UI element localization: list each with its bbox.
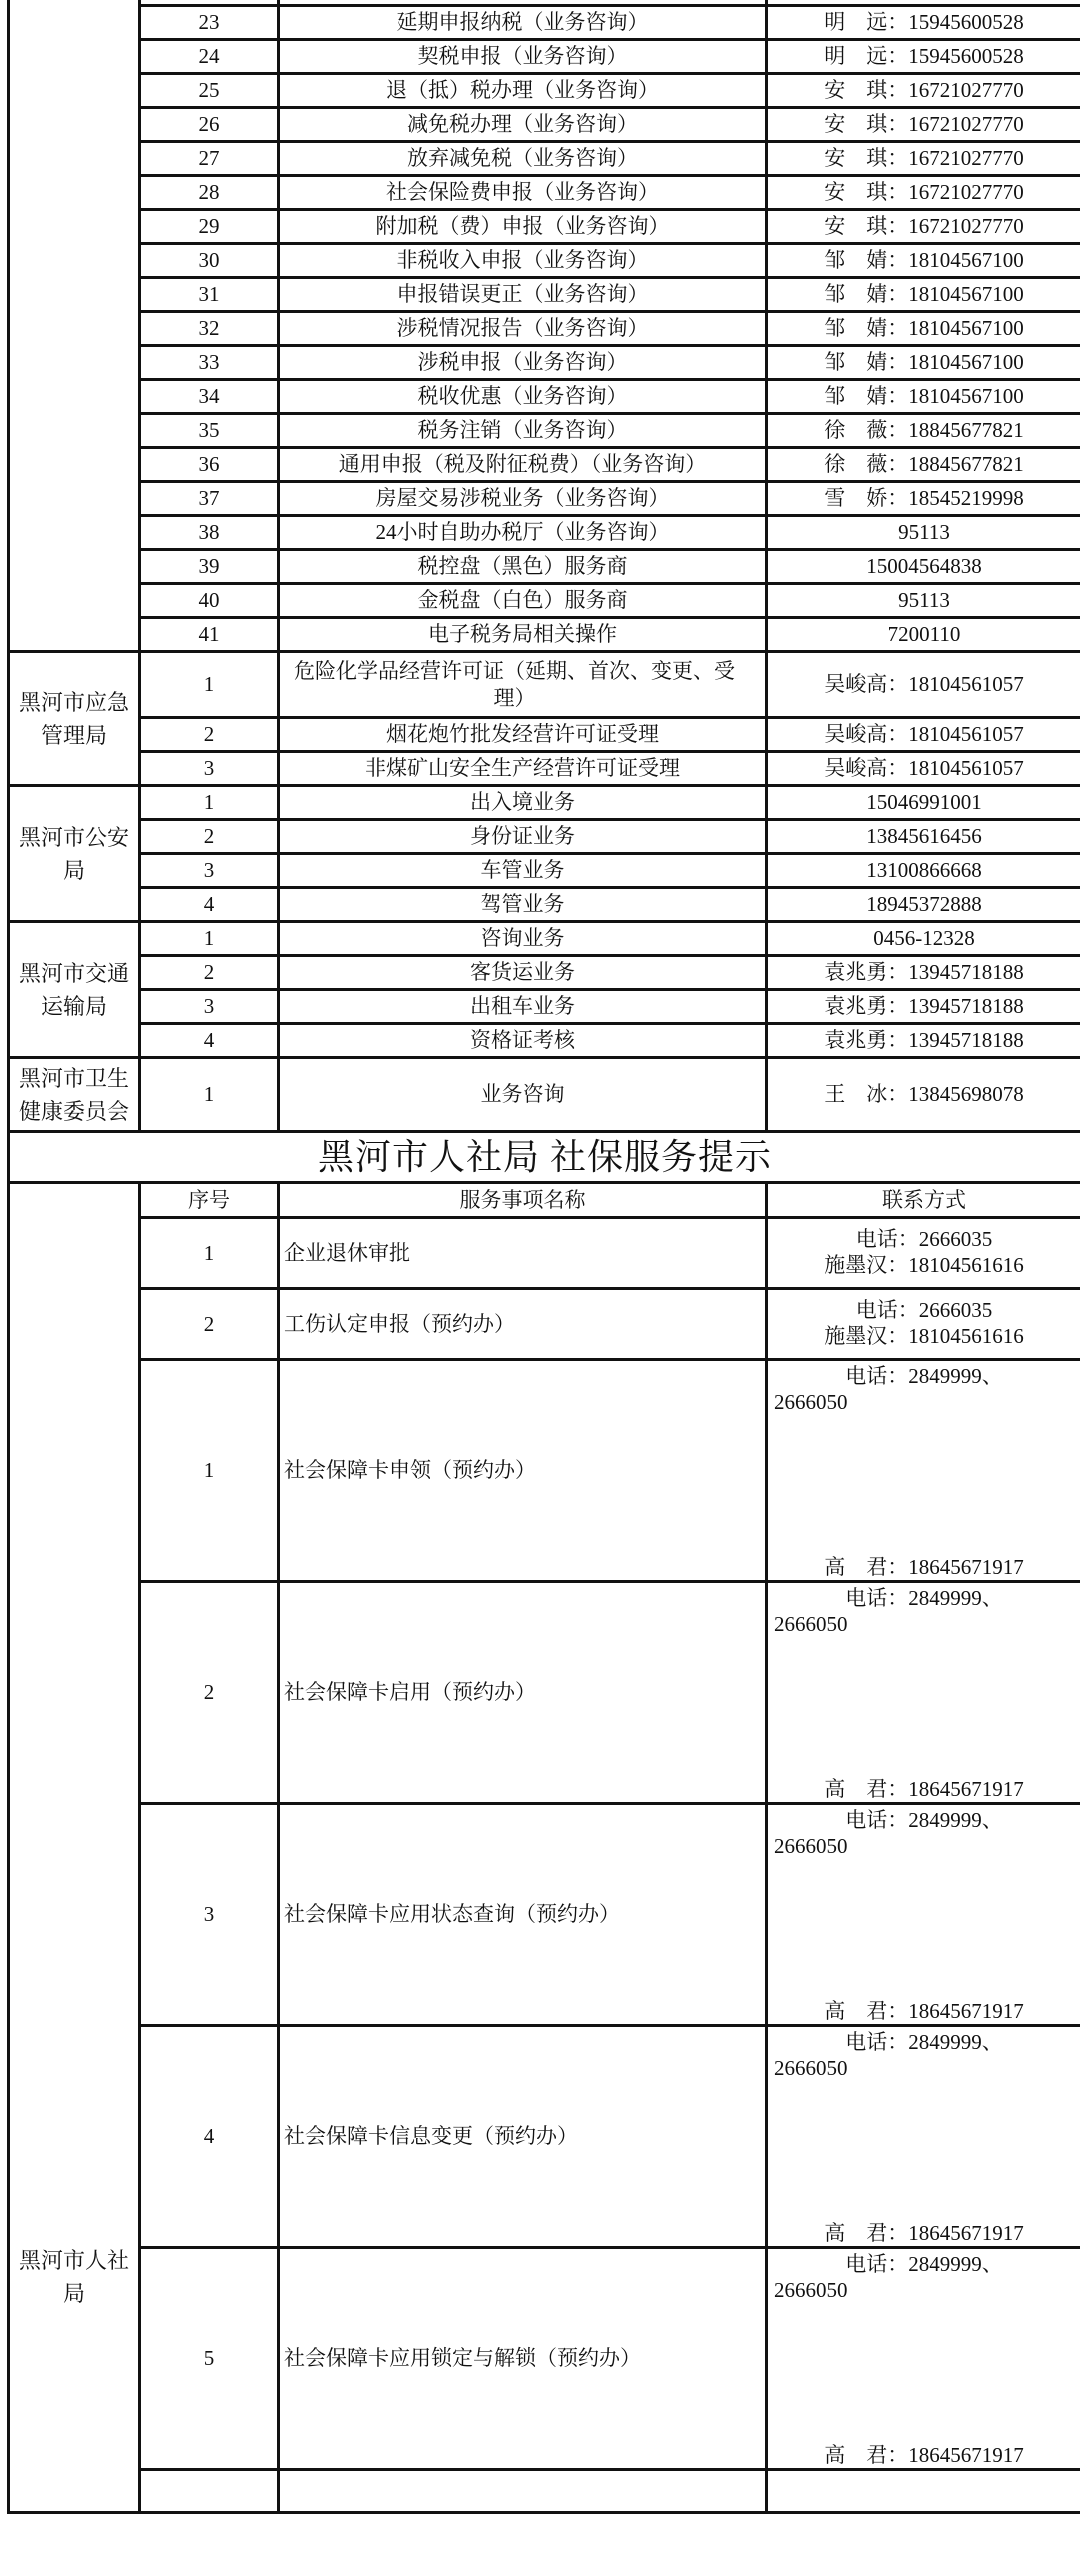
department-cell: 黑河市交通运输局 (9, 922, 140, 1058)
service-cell: 涉税情况报告（业务咨询） (279, 312, 767, 346)
seq-cell: 32 (140, 312, 279, 346)
table-row (9, 820, 1080, 854)
table-row (9, 2026, 1080, 2248)
service-cell: 通用申报（税及附征税费）（业务咨询） (279, 448, 767, 482)
department-cell (9, 0, 140, 652)
seq-cell: 2 (140, 820, 279, 854)
contact-cell (767, 2248, 1080, 2470)
contact-cell: 邹 婧：18104567100 (767, 380, 1080, 414)
contact-cell: 0456-12328 (767, 922, 1080, 956)
table-row (9, 854, 1080, 888)
table-row (9, 922, 1080, 956)
service-cell: 车管业务 (279, 854, 767, 888)
seq-cell: 34 (140, 380, 279, 414)
contact-line: 电话：2849999、 (845, 2252, 1003, 2276)
seq-cell: 4 (140, 888, 279, 922)
table-row (9, 210, 1080, 244)
table-row (9, 346, 1080, 380)
service-cell: 危险化学品经营许可证（延期、首次、变更、受理） (279, 652, 767, 718)
contact-cell (767, 1582, 1080, 1804)
contact-lines (772, 1585, 1076, 1802)
contact-cell: 袁兆勇：13945718188 (767, 1024, 1080, 1058)
service-cell: 客货运业务 (279, 956, 767, 990)
service-cell: 社会保障卡启用（预约办） (279, 1582, 767, 1804)
contact-line: 施墨汉：18104561616 (824, 1324, 1024, 1348)
contact-cell (767, 1804, 1080, 2026)
contact-cell (767, 1360, 1080, 1582)
table-row (9, 312, 1080, 346)
service-cell: 出入境业务 (279, 786, 767, 820)
seq-cell: 2 (140, 956, 279, 990)
seq-cell: 5 (140, 2248, 279, 2470)
service-cell: 延期申报纳税（业务咨询） (279, 6, 767, 40)
seq-cell (140, 2470, 279, 2513)
contact-line: 高 君：18645671917 (824, 1998, 1024, 2023)
table-row (9, 718, 1080, 752)
service-cell: 放弃减免税（业务咨询） (279, 142, 767, 176)
seq-cell: 29 (140, 210, 279, 244)
service-cell: 电子税务局相关操作 (279, 618, 767, 652)
seq-cell: 3 (140, 854, 279, 888)
service-cell: 资格证考核 (279, 1024, 767, 1058)
table-row (9, 1289, 1080, 1360)
contact-line: 施墨汉：18104561616 (824, 1253, 1024, 1277)
contact-line: 电话：2849999、 (845, 2030, 1003, 2054)
contact-cell: 95113 (767, 584, 1080, 618)
contact-cell: 徐 薇：18845677821 (767, 448, 1080, 482)
service-cell: 税收优惠（业务咨询） (279, 380, 767, 414)
department-cell: 黑河市卫生健康委员会 (9, 1058, 140, 1132)
seq-cell: 33 (140, 346, 279, 380)
table-row (9, 1183, 1080, 1218)
seq-cell: 4 (140, 2026, 279, 2248)
contact-line: 电话：2849999、 (845, 1364, 1003, 1388)
contact-line: 高 君：18645671917 (824, 2220, 1024, 2245)
service-cell (279, 2470, 767, 2513)
contact-lines (772, 2251, 1076, 2468)
contact-line: 2666050 (774, 1612, 848, 1637)
contact-cell: 雪 娇：18545219998 (767, 482, 1080, 516)
contact-line: 2666050 (774, 1390, 848, 1415)
table-row (9, 786, 1080, 820)
seq-cell: 1 (140, 1360, 279, 1582)
seq-cell: 27 (140, 142, 279, 176)
contact-lines (772, 1807, 1076, 2024)
seq-cell: 41 (140, 618, 279, 652)
contact-line: 2666050 (774, 2278, 848, 2303)
header-seq: 序号 (140, 1183, 279, 1218)
header-contact: 联系方式 (767, 1183, 1080, 1218)
service-cell: 金税盘（白色）服务商 (279, 584, 767, 618)
service-contact-table (7, 0, 1080, 2514)
contact-cell: 袁兆勇：13945718188 (767, 956, 1080, 990)
table-row (9, 6, 1080, 40)
contact-cell: 13100866668 (767, 854, 1080, 888)
contact-cell (767, 1289, 1080, 1360)
service-cell: 社会保障卡申领（预约办） (279, 1360, 767, 1582)
table-row (9, 1132, 1080, 1183)
contact-cell: 徐 薇：18845677821 (767, 414, 1080, 448)
contact-cell: 15046991001 (767, 786, 1080, 820)
table-row (9, 482, 1080, 516)
table-row (9, 2470, 1080, 2513)
table-row (9, 176, 1080, 210)
seq-cell: 25 (140, 74, 279, 108)
service-cell: 出租车业务 (279, 990, 767, 1024)
contact-cell: 王 冰：13845698078 (767, 1058, 1080, 1132)
service-cell: 税控盘（黑色）服务商 (279, 550, 767, 584)
table-row (9, 74, 1080, 108)
table-row (9, 108, 1080, 142)
contact-cell: 95113 (767, 516, 1080, 550)
table-row (9, 278, 1080, 312)
contact-cell: 邹 婧：18104567100 (767, 312, 1080, 346)
service-cell: 社会保障卡应用状态查询（预约办） (279, 1804, 767, 2026)
table-row (9, 1804, 1080, 2026)
seq-cell: 30 (140, 244, 279, 278)
contact-cell: 明 远：15945600528 (767, 6, 1080, 40)
seq-cell: 4 (140, 1024, 279, 1058)
contact-cell: 邹 婧：18104567100 (767, 346, 1080, 380)
service-cell: 税务注销（业务咨询） (279, 414, 767, 448)
table-row (9, 142, 1080, 176)
service-cell: 业务咨询 (279, 1058, 767, 1132)
seq-cell: 1 (140, 922, 279, 956)
service-cell: 社会保障卡应用锁定与解锁（预约办） (279, 2248, 767, 2470)
header-service: 服务事项名称 (279, 1183, 767, 1218)
contact-cell: 邹 婧：18104567100 (767, 278, 1080, 312)
seq-cell: 1 (140, 1218, 279, 1289)
service-cell: 涉税申报（业务咨询） (279, 346, 767, 380)
table-row (9, 618, 1080, 652)
table-row (9, 448, 1080, 482)
seq-cell: 28 (140, 176, 279, 210)
seq-cell: 39 (140, 550, 279, 584)
table-row (9, 1360, 1080, 1582)
seq-cell: 36 (140, 448, 279, 482)
service-cell: 非煤矿山安全生产经营许可证受理 (279, 752, 767, 786)
service-cell: 咨询业务 (279, 922, 767, 956)
service-cell: 契税申报（业务咨询） (279, 40, 767, 74)
table-row (9, 414, 1080, 448)
department-cell: 黑河市人社局 (9, 1183, 140, 2513)
service-cell: 申报错误更正（业务咨询） (279, 278, 767, 312)
contact-cell: 吴峻高：18104561057 (767, 652, 1080, 718)
contact-line: 高 君：18645671917 (824, 1554, 1024, 1579)
seq-cell: 2 (140, 718, 279, 752)
seq-cell: 2 (140, 1289, 279, 1360)
contact-line: 电话：2849999、 (845, 1808, 1003, 1832)
seq-cell: 40 (140, 584, 279, 618)
contact-cell: 15004564838 (767, 550, 1080, 584)
contact-line: 2666050 (774, 2056, 848, 2081)
contact-cell: 邹 婧：18104567100 (767, 244, 1080, 278)
seq-cell: 24 (140, 40, 279, 74)
table-row (9, 380, 1080, 414)
service-cell: 房屋交易涉税业务（业务咨询） (279, 482, 767, 516)
contact-cell: 13845616456 (767, 820, 1080, 854)
table-row (9, 956, 1080, 990)
contact-cell: 明 远：15945600528 (767, 40, 1080, 74)
service-cell: 社会保险费申报（业务咨询） (279, 176, 767, 210)
seq-cell: 26 (140, 108, 279, 142)
department-cell: 黑河市应急管理局 (9, 652, 140, 786)
seq-cell: 3 (140, 990, 279, 1024)
contact-cell: 安 琪：16721027770 (767, 142, 1080, 176)
service-cell: 驾管业务 (279, 888, 767, 922)
department-cell: 黑河市公安局 (9, 786, 140, 922)
seq-cell: 37 (140, 482, 279, 516)
seq-cell: 2 (140, 1582, 279, 1804)
table-row (9, 1582, 1080, 1804)
service-cell: 退（抵）税办理（业务咨询） (279, 74, 767, 108)
service-cell: 企业退休审批 (279, 1218, 767, 1289)
service-cell: 社会保障卡信息变更（预约办） (279, 2026, 767, 2248)
service-cell: 工伤认定申报（预约办） (279, 1289, 767, 1360)
table-body (9, 0, 1080, 2513)
table-row (9, 652, 1080, 718)
section-title: 黑河市人社局 社保服务提示 (9, 1132, 1080, 1183)
contact-line: 高 君：18645671917 (824, 2442, 1024, 2467)
contact-cell: 安 琪：16721027770 (767, 108, 1080, 142)
contact-lines (772, 2029, 1076, 2246)
seq-cell: 3 (140, 752, 279, 786)
table-row (9, 1024, 1080, 1058)
service-cell: 24小时自助办税厅（业务咨询） (279, 516, 767, 550)
contact-cell: 安 琪：16721027770 (767, 210, 1080, 244)
contact-lines (772, 1292, 1076, 1354)
contact-line: 电话：2666035 (855, 1297, 993, 1322)
service-cell: 减免税办理（业务咨询） (279, 108, 767, 142)
contact-cell: 安 琪：16721027770 (767, 74, 1080, 108)
contact-cell (767, 1218, 1080, 1289)
table-row (9, 516, 1080, 550)
seq-cell: 38 (140, 516, 279, 550)
contact-cell: 18945372888 (767, 888, 1080, 922)
seq-cell: 31 (140, 278, 279, 312)
contact-line: 电话：2666035 (855, 1226, 993, 1251)
service-cell: 身份证业务 (279, 820, 767, 854)
seq-cell: 23 (140, 6, 279, 40)
table-row (9, 550, 1080, 584)
service-cell: 烟花炮竹批发经营许可证受理 (279, 718, 767, 752)
table-row (9, 752, 1080, 786)
contact-cell: 吴峻高：18104561057 (767, 718, 1080, 752)
contact-cell: 安 琪：16721027770 (767, 176, 1080, 210)
seq-cell: 3 (140, 1804, 279, 2026)
table-row (9, 990, 1080, 1024)
contact-cell (767, 2470, 1080, 2513)
table-row (9, 1218, 1080, 1289)
table-row (9, 40, 1080, 74)
service-cell: 非税收入申报（业务咨询） (279, 244, 767, 278)
seq-cell: 1 (140, 652, 279, 718)
seq-cell: 1 (140, 786, 279, 820)
seq-cell: 35 (140, 414, 279, 448)
service-cell: 附加税（费）申报（业务咨询） (279, 210, 767, 244)
contact-line: 电话：2849999、 (845, 1586, 1003, 1610)
contact-lines (772, 1363, 1076, 1580)
table-row (9, 1058, 1080, 1132)
table-row (9, 244, 1080, 278)
contact-cell: 7200110 (767, 618, 1080, 652)
contact-cell (767, 2026, 1080, 2248)
contact-line: 高 君：18645671917 (824, 1776, 1024, 1801)
table-row (9, 584, 1080, 618)
contact-line: 2666050 (774, 1834, 848, 1859)
seq-cell: 1 (140, 1058, 279, 1132)
table-row (9, 888, 1080, 922)
contact-lines (772, 1221, 1076, 1283)
contact-cell: 袁兆勇：13945718188 (767, 990, 1080, 1024)
table-row (9, 2248, 1080, 2470)
contact-cell: 吴峻高：18104561057 (767, 752, 1080, 786)
